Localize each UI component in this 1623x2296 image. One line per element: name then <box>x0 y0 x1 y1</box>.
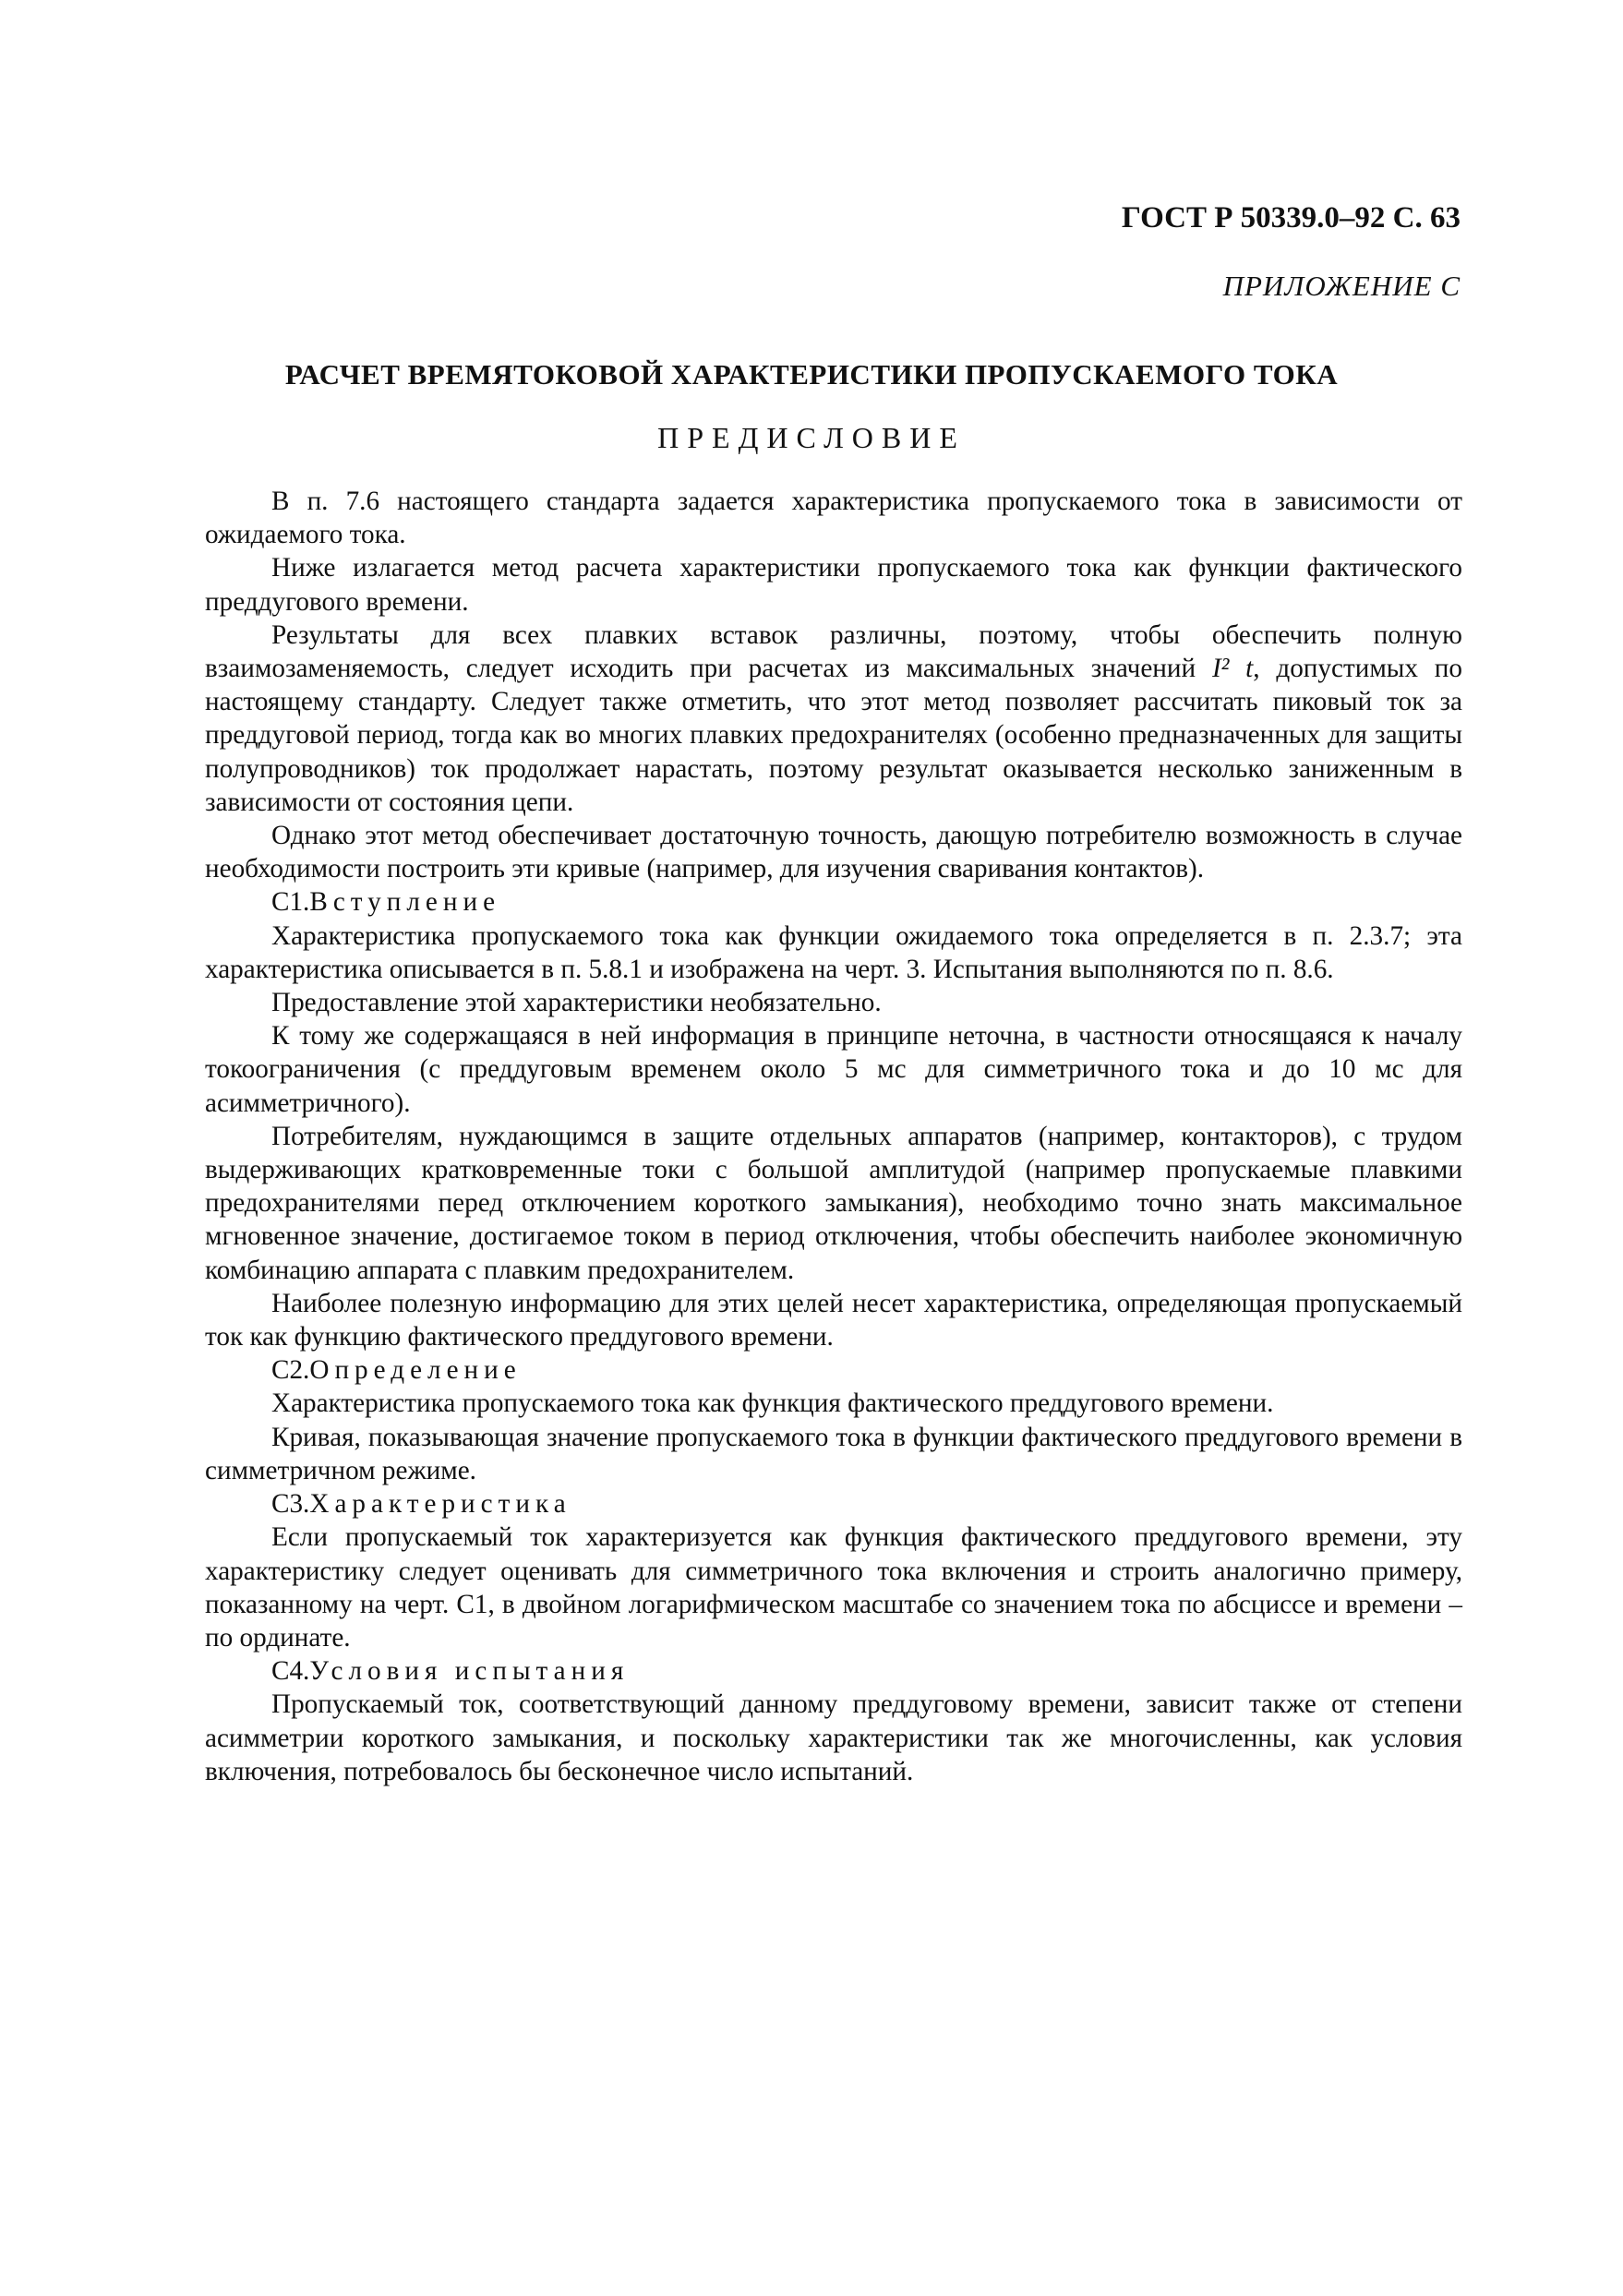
section-heading-foreword: ПРЕДИСЛОВИЕ <box>657 421 966 454</box>
section-heading-c2 <box>205 1353 1462 1387</box>
section-title: Вступление <box>309 887 501 918</box>
section-number: С2. <box>271 1355 310 1386</box>
paragraph: Кривая, показывающая значение пропускаемого тока в функции фактического преддугового времени в симметричном режиме. <box>205 1422 1462 1485</box>
paragraph: Наиболее полезную информацию для этих целей несет характеристика, определяющая пропускаемый ток как функцию фактического преддугового времени. <box>205 1288 1462 1352</box>
paragraph-text: Результаты для всех плавких вставок различны, поэтому, чтобы обеспечить полную взаимозаменяемость, следует исходить при расчетах из максимальных значений <box>205 619 1462 684</box>
paragraph-text: , допустимых по настоящему стандарту. Следует также отметить, что этот метод позволяет рассчитать пиковый ток за преддуговой период, тогда как во многих плавких предохранителях (особенно предназначенных для защиты полупроводников) ток продолжает нарастать, поэтому результат оказывается несколько заниженным в зависимости от состояния цепи. <box>205 654 1462 817</box>
section-title: Условия испытания <box>309 1656 630 1687</box>
section-number: С1. <box>271 887 310 918</box>
section-title: Характеристика <box>309 1489 571 1520</box>
section-title: Определение <box>309 1355 522 1386</box>
paragraph: К тому же содержащаяся в ней информация в принципе неточна, в частности относящаяся к началу токоограничения (с преддуговым временем около 5 мс для симметричного тока и до 10 мс для асимметричного). <box>205 1021 1462 1118</box>
paragraph: Пропускаемый ток, соответствующий данному преддуговому времени, зависит также от степени асимметрии короткого замыкания, и поскольку характеристики так же многочисленны, как условия включения, потребовалось бы бесконечное число испытаний. <box>205 1689 1462 1786</box>
paragraph: Характеристика пропускаемого тока как функция фактического преддугового времени. <box>271 1388 1274 1419</box>
document-title: РАСЧЕТ ВРЕМЯТОКОВОЙ ХАРАКТЕРИСТИКИ ПРОПУСКАЕМОГО ТОКА <box>284 358 1339 391</box>
paragraph: Если пропускаемый ток характеризуется как функция фактического преддугового времени, эту характеристику следует оценивать для симметричного тока включения и строить аналогично примеру, показанному на черт. С1, в двойном логарифмическом масштабе со значением тока по абсциссе и времени – по ординате. <box>205 1522 1462 1653</box>
section-heading-c4 <box>205 1654 1462 1688</box>
paragraph: Потребителям, нуждающимся в защите отдельных аппаратов (например, контакторов), с трудом выдерживающих кратковременные токи с большой амплитудой (например пропускаемые плавкими предохранителями перед отключением короткого замыкания), необходимо точно знать максимальное мгновенное значение, достигаемое током в период отключения, чтобы обеспечить наиболее экономичную комбинацию аппарата с плавким предохранителем. <box>205 1121 1462 1285</box>
paragraph <box>205 619 1462 819</box>
annex-label: ПРИЛОЖЕНИЕ С <box>1222 270 1461 302</box>
paragraph: Предоставление этой характеристики необязательно. <box>271 988 882 1018</box>
paragraph: В п. 7.6 настоящего стандарта задается характеристика пропускаемого тока в зависимости от ожидаемого тока. <box>205 487 1462 550</box>
document-id: ГОСТ Р 50339.0–92 С. 63 <box>1121 201 1461 234</box>
paragraph: Однако этот метод обеспечивает достаточную точность, дающую потребителю возможность в случае необходимости построить эти кривые (например, для изучения сваривания контактов). <box>205 821 1462 884</box>
paragraph: Характеристика пропускаемого тока как функции ожидаемого тока определяется в п. 2.3.7; эта характеристика описывается в п. 5.8.1 и изображена на черт. 3. Испытания выполняются по п. 8.6. <box>205 920 1462 984</box>
document-body <box>205 485 1462 1788</box>
section-heading-c1 <box>205 885 1462 919</box>
section-heading-c3 <box>205 1487 1462 1521</box>
section-number: С4. <box>271 1656 310 1687</box>
section-number: С3. <box>271 1489 310 1520</box>
formula-i2t: I² t <box>1211 654 1254 684</box>
paragraph: Ниже излагается метод расчета характеристики пропускаемого тока как функции фактического преддугового времени. <box>205 553 1462 617</box>
